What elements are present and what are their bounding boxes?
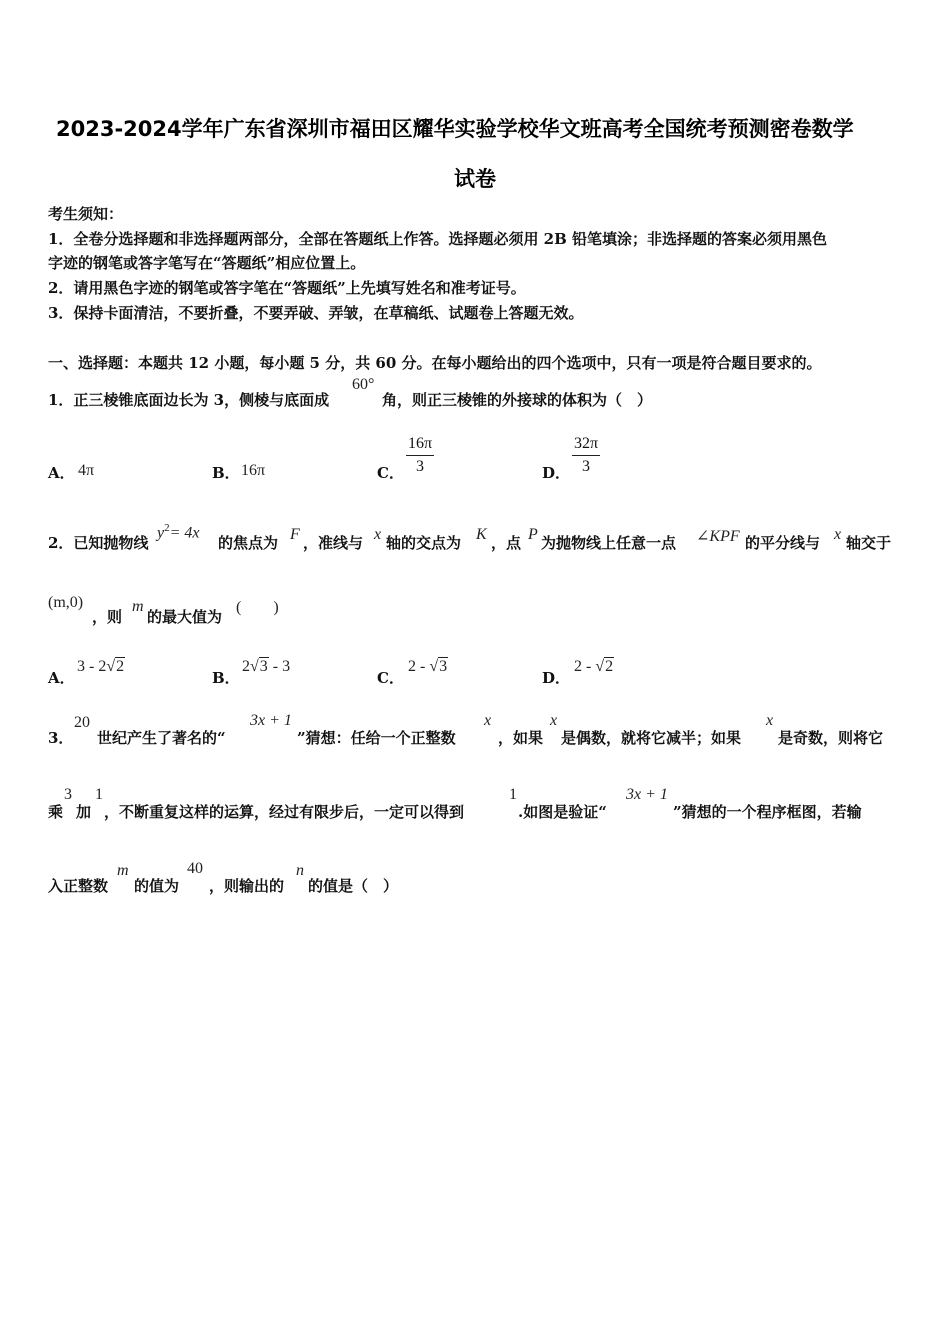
q1-text-b: 角，则正三棱锥的外接球的体积为（ ） [382, 391, 653, 409]
q3-expr-1: 3x + 1 [250, 712, 292, 729]
q1-option-b: 16π [241, 462, 266, 479]
q1-option-d-num: 32π [572, 435, 600, 456]
q3-n1b: 1 [509, 786, 517, 803]
q2-text-i: ，则 [92, 608, 123, 626]
q2-option-a: 3 - 2√2 [77, 658, 125, 675]
q2-option-a-label: A． [48, 669, 75, 687]
q2-option-d-pre: 2 - [574, 658, 596, 675]
q2-paren: ( ) [236, 599, 279, 616]
q2-var-m: m [132, 598, 144, 615]
q3-var-n: n [296, 862, 304, 879]
q2-text-a: 2．已知抛物线 [48, 534, 149, 552]
q2-var-x1: x [374, 526, 382, 543]
q2-option-b-label: B． [212, 669, 240, 687]
q1-option-d-den: 3 [582, 458, 591, 475]
q2-var-K: K [476, 526, 487, 543]
q3-text-e: 是奇数，则将它 [778, 729, 884, 747]
q3-text-k: 入正整数 [48, 877, 109, 895]
q2-text-e: ，点 [491, 534, 522, 552]
q2-option-c: 2 - √3 [408, 658, 448, 675]
q1-option-c [406, 435, 434, 476]
q2-eq-sup: 2 [164, 522, 170, 534]
q2-option-c-label: C． [377, 669, 404, 687]
q1-option-d [572, 435, 600, 476]
q2-text-j: 的最大值为 [147, 608, 223, 626]
q3-expr-2: 3x + 1 [626, 786, 668, 803]
q2-point: (m,0) [48, 594, 84, 611]
q2-text-g: 的平分线与 [745, 534, 821, 552]
q2-text-c: ，准线与 [303, 534, 364, 552]
q2-option-b-post: - 3 [268, 658, 291, 675]
q2-option-b-rad: 3 [259, 658, 268, 675]
notice-item-2: 2．请用黑色字迹的钢笔或答字笔在“答题纸”上先填写姓名和准考证号。 [48, 279, 526, 297]
q1-option-b-label: B． [212, 464, 240, 482]
q3-n3: 3 [64, 786, 72, 803]
q3-var-x2: x [550, 712, 558, 729]
q1-option-a: 4π [78, 462, 95, 479]
q2-eq-rest: = 4x [169, 524, 200, 542]
q2-eq-y: y [157, 524, 165, 542]
q1-option-c-num: 16π [406, 435, 434, 456]
q3-text-b: ”猜想：任给一个正整数 [297, 729, 456, 747]
q1-option-a-label: A． [48, 464, 75, 482]
q3-n40: 40 [187, 860, 203, 877]
q3-text-a: 世纪产生了著名的“ [97, 729, 226, 747]
q3-text-h: ，不断重复这样的运算，经过有限步后，一定可以得到 [104, 803, 465, 821]
q3-text-g: 加 [76, 803, 92, 821]
q2-option-a-rad: 2 [116, 658, 125, 675]
q2-text-h: 轴交于 [846, 534, 892, 552]
q2-option-d: 2 - √2 [574, 658, 614, 675]
q3-text-j: ”猜想的一个程序框图，若输 [673, 803, 862, 821]
q1-option-c-den: 3 [416, 458, 425, 475]
q2-text-d: 轴的交点为 [386, 534, 462, 552]
q2-var-F: F [290, 526, 300, 543]
q2-angle: ∠KPF [696, 528, 740, 545]
q3-var-x1: x [484, 712, 492, 729]
q3-n1: 1 [95, 786, 103, 803]
notice-heading: 考生须知： [48, 205, 124, 223]
q2-option-b-pre: 2 [242, 658, 250, 675]
q3-text-l: 的值为 [134, 877, 180, 895]
q3-var-x3: x [766, 712, 774, 729]
q1-option-d-label: D． [542, 464, 571, 482]
page-title-line2: 试卷 [454, 167, 496, 191]
q3-n20: 20 [74, 714, 90, 731]
q3-var-m: m [117, 862, 129, 879]
section-heading: 一、选择题：本题共 12 小题，每小题 5 分，共 60 分。在每小题给出的四个选项中，只有一项是符合题目要求的。 [48, 354, 822, 372]
q2-var-x2: x [834, 526, 842, 543]
q1-angle: 60° [352, 376, 375, 393]
q3-text-n: 的值是（ ） [308, 877, 399, 895]
q1-text-a: 1．正三棱锥底面边长为 3，侧棱与底面成 [48, 391, 330, 409]
q3-text-c: ，如果 [498, 729, 544, 747]
q3-text-d: 是偶数，就将它减半；如果 [561, 729, 742, 747]
q3-text-f: 乘 [48, 803, 64, 821]
q3-number: 3． [48, 729, 74, 747]
notice-item-1: 1．全卷分选择题和非选择题两部分，全部在答题纸上作答。选择题必须用 2B 铅笔填涂；非选择题的答案必须用黑色 [48, 230, 828, 248]
q3-text-i: .如图是验证“ [518, 803, 607, 821]
q3-text-m: ，则输出的 [209, 877, 285, 895]
q2-option-d-rad: 2 [605, 658, 614, 675]
q1-option-c-label: C． [377, 464, 404, 482]
q2-option-a-pre: 3 - 2 [77, 658, 107, 675]
q2-var-P: P [528, 526, 538, 543]
q2-text-f: 为抛物线上任意一点 [541, 534, 677, 552]
q2-option-c-rad: 3 [439, 658, 448, 675]
q2-equation [157, 522, 200, 542]
notice-item-1-cont: 字迹的钢笔或答字笔写在“答题纸”相应位置上。 [48, 254, 366, 272]
page-title-line1: 2023-2024学年广东省深圳市福田区耀华实验学校华文班高考全国统考预测密卷数学 [56, 117, 854, 141]
notice-item-3: 3．保持卡面清洁，不要折叠，不要弄破、弄皱，在草稿纸、试题卷上答题无效。 [48, 304, 584, 322]
q2-option-b: 2√3 - 3 [242, 658, 291, 675]
q2-option-d-label: D． [542, 669, 571, 687]
q2-text-b: 的焦点为 [218, 534, 279, 552]
q2-option-c-pre: 2 - [408, 658, 430, 675]
